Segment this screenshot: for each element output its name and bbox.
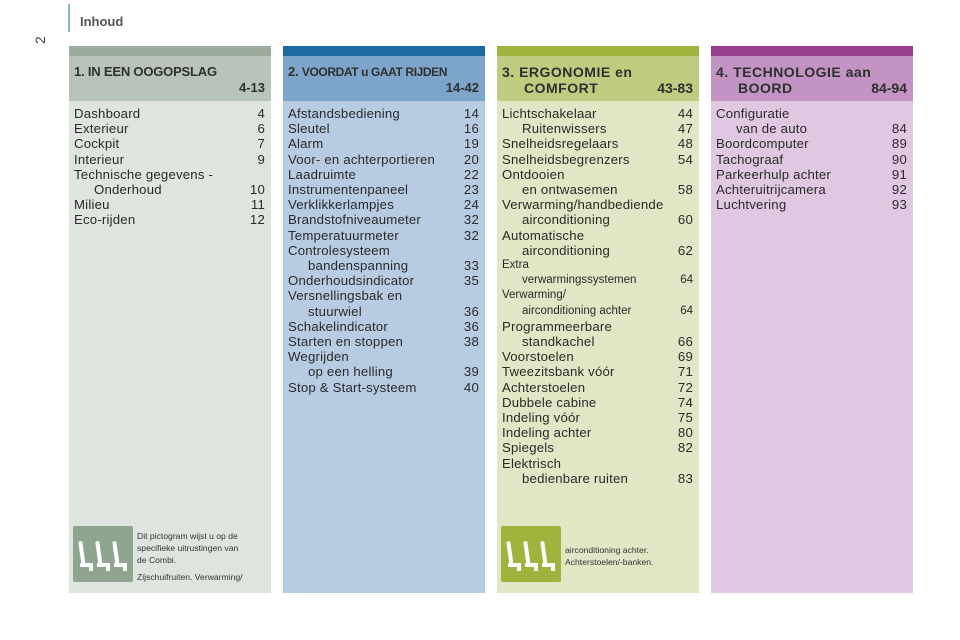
toc-entry[interactable]	[502, 425, 693, 440]
toc-entry-title: Cockpit	[74, 136, 120, 152]
toc-entry-title: Extra	[502, 259, 529, 272]
section-2-header[interactable]	[283, 56, 485, 101]
section-1-color-bar	[69, 46, 271, 56]
toc-list	[283, 101, 485, 395]
toc-entry[interactable]	[288, 106, 479, 121]
toc-entry[interactable]	[74, 167, 265, 197]
section-page-range: 84-94	[871, 80, 907, 96]
toc-entry-title: Spiegels	[502, 440, 555, 456]
toc-entry-title: Afstandsbediening	[288, 106, 400, 121]
section-4-column	[711, 46, 913, 593]
toc-entry-title: Instrumentenpaneel	[288, 182, 409, 198]
section-1-column	[69, 46, 271, 593]
section-title-line2: BOORD	[738, 80, 793, 96]
toc-entry-page: 20	[463, 151, 479, 167]
toc-entry[interactable]	[288, 319, 479, 334]
toc-entry-page: 14	[463, 106, 479, 121]
toc-entry[interactable]	[502, 319, 693, 349]
toc-entry-title: Technische gegevens -	[74, 166, 214, 182]
toc-entry[interactable]	[288, 243, 479, 273]
toc-entry[interactable]	[288, 380, 479, 395]
toc-entry-page: 62	[677, 242, 693, 258]
toc-entry[interactable]	[502, 349, 693, 364]
section-3-color-bar	[497, 46, 699, 56]
toc-entry-page: 80	[677, 425, 693, 441]
section-number: 4.	[716, 64, 729, 80]
section-number: 3.	[502, 64, 515, 80]
toc-entry-title: Milieu	[74, 197, 110, 213]
toc-entry-title: Tachograaf	[716, 151, 784, 167]
toc-entry-subtitle: standkachel	[522, 334, 595, 350]
toc-entry[interactable]	[716, 106, 907, 136]
toc-entry[interactable]	[288, 273, 479, 288]
toc-entry-page: 9	[257, 151, 265, 167]
section-page-range: 43-83	[657, 80, 693, 96]
toc-entry-title: Boordcomputer	[716, 136, 809, 152]
toc-entry[interactable]	[74, 197, 265, 212]
toc-entry[interactable]	[288, 288, 479, 318]
toc-entry-title: Automatische	[502, 227, 585, 243]
toc-entry[interactable]	[74, 212, 265, 227]
toc-entry-title: Dashboard	[74, 106, 141, 121]
toc-entry-page: 4	[257, 106, 265, 121]
section-3-column	[497, 46, 699, 593]
toc-entry-title: Schakelindicator	[288, 318, 388, 334]
toc-entry-page: 10	[249, 182, 265, 198]
toc-entry-title: Achteruitrijcamera	[716, 182, 826, 198]
pictogram-note: airconditioning achter. Achterstoelen/-banken.	[565, 545, 654, 567]
toc-entry-page: 11	[250, 197, 265, 213]
toc-entry-page: 48	[677, 136, 693, 152]
toc-entry-page: 64	[680, 274, 693, 287]
toc-entry-subtitle: bandenspanning	[308, 258, 409, 274]
toc-entry[interactable]	[288, 121, 479, 136]
toc-entry-page: 90	[891, 151, 907, 167]
section-title: IN EEN OOGOPSLAG	[87, 64, 217, 79]
page-marker-bar	[68, 4, 70, 32]
toc-list	[497, 101, 699, 486]
toc-entry-page: 36	[463, 303, 479, 319]
toc-entry[interactable]	[502, 106, 693, 121]
toc-entry[interactable]	[74, 106, 265, 121]
toc-entry-page: 82	[677, 440, 693, 456]
toc-entry-title: Lichtschakelaar	[502, 106, 597, 121]
toc-entry-page: 32	[463, 212, 479, 228]
toc-entry[interactable]	[502, 288, 693, 318]
toc-entry-page: 84	[891, 121, 907, 137]
toc-entry[interactable]	[288, 167, 479, 182]
toc-entry-title: Verwarming/	[502, 289, 566, 302]
toc-entry-title: Achterstoelen	[502, 379, 586, 395]
section-page-range: 14-42	[445, 80, 479, 95]
toc-entry[interactable]	[288, 197, 479, 212]
toc-entry-page: 92	[891, 182, 907, 198]
toc-entry-page: 39	[463, 364, 479, 380]
toc-entry-title: Programmeerbare	[502, 318, 613, 334]
section-number: 2.	[288, 64, 299, 79]
toc-entry[interactable]	[716, 167, 907, 182]
section-title: VOORDAT u GAAT RIJDEN	[301, 65, 448, 79]
toc-entry-page: 72	[677, 379, 693, 395]
toc-entry-page: 32	[463, 227, 479, 243]
toc-entry-title: Stop & Start-systeem	[288, 379, 417, 395]
section-4-color-bar	[711, 46, 913, 56]
toc-entry-title: Temperatuurmeter	[288, 227, 399, 243]
section-title: TECHNOLOGIE aan	[733, 64, 872, 80]
toc-entry[interactable]	[288, 212, 479, 227]
toc-entry[interactable]	[74, 152, 265, 167]
toc-entry-page: 74	[677, 394, 693, 410]
toc-entry[interactable]	[74, 136, 265, 151]
toc-entry-subtitle: Ruitenwissers	[522, 121, 607, 137]
page-title: Inhoud	[80, 14, 124, 29]
toc-entry[interactable]	[716, 182, 907, 197]
section-title: ERGONOMIE en	[519, 64, 633, 80]
toc-entry[interactable]	[716, 152, 907, 167]
toc-entry-page: 69	[677, 349, 693, 365]
toc-entry-title: Voorstoelen	[502, 349, 574, 365]
seat-pictogram-icon	[73, 526, 133, 582]
toc-entry[interactable]	[502, 380, 693, 395]
toc-entry[interactable]	[502, 136, 693, 151]
toc-entry[interactable]	[502, 440, 693, 455]
toc-entry-title: Alarm	[288, 136, 324, 152]
toc-entry-page: 22	[463, 166, 479, 182]
toc-entry[interactable]	[502, 456, 693, 486]
toc-entry[interactable]	[502, 197, 693, 227]
section-1-header[interactable]	[69, 56, 271, 101]
section-3-header[interactable]	[497, 56, 699, 101]
toc-entry-page: 71	[677, 364, 693, 380]
toc-entry[interactable]	[502, 364, 693, 379]
toc-entry-title: Indeling vóór	[502, 410, 581, 426]
toc-entry-subtitle: op een helling	[308, 364, 393, 380]
toc-entry-title: Starten en stoppen	[288, 334, 404, 350]
toc-entry-subtitle: airconditioning achter	[522, 304, 632, 317]
toc-entry[interactable]	[288, 182, 479, 197]
toc-entry-page: 64	[680, 304, 693, 317]
toc-entry-title: Snelheidsregelaars	[502, 136, 619, 152]
page-number: 2	[32, 36, 48, 44]
toc-entry[interactable]	[288, 334, 479, 349]
toc-entry-title: Tweezitsbank vóór	[502, 364, 615, 380]
toc-entry-title: Ontdooien	[502, 166, 565, 182]
toc-entry[interactable]	[288, 136, 479, 151]
toc-entry[interactable]	[716, 136, 907, 151]
toc-entry-page: 38	[463, 334, 479, 350]
toc-entry[interactable]	[502, 121, 693, 136]
toc-entry-page: 66	[677, 334, 693, 350]
toc-entry-page: 60	[677, 212, 693, 228]
toc-entry-title: Controlesysteem	[288, 242, 390, 258]
toc-entry-title: Brandstofniveaumeter	[288, 212, 422, 228]
toc-entry-page: 75	[677, 410, 693, 426]
toc-entry[interactable]	[502, 395, 693, 410]
toc-entry[interactable]	[288, 228, 479, 243]
toc-entry-subtitle: airconditioning	[522, 242, 611, 258]
toc-entry-title: Parkeerhulp achter	[716, 166, 832, 182]
toc-entry-title: Configuratie	[716, 106, 790, 121]
toc-entry-title: Dubbele cabine	[502, 394, 597, 410]
toc-entry-title: Indeling achter	[502, 425, 592, 441]
toc-entry-page: 35	[463, 273, 479, 289]
toc-entry[interactable]	[502, 228, 693, 258]
section-page-range: 4-13	[238, 80, 265, 95]
toc-entry-subtitle: stuurwiel	[308, 303, 362, 319]
toc-entry[interactable]	[502, 167, 693, 197]
toc-entry-title: Eco-rijden	[74, 212, 136, 228]
toc-entry-subtitle: Onderhoud	[94, 182, 162, 198]
toc-entry-subtitle: verwarmingssystemen	[522, 274, 637, 287]
toc-entry-subtitle: van de auto	[736, 121, 808, 137]
toc-entry-title: Exterieur	[74, 121, 129, 137]
toc-entry-title: Verwarming/handbediende	[502, 197, 664, 213]
toc-entry[interactable]	[502, 152, 693, 167]
toc-entry-page: 19	[463, 136, 479, 152]
toc-entry-page: 23	[463, 182, 479, 198]
toc-entry[interactable]	[716, 197, 907, 212]
section-2-color-bar	[283, 46, 485, 56]
toc-entry-page: 44	[677, 106, 693, 121]
toc-entry-page: 36	[463, 318, 479, 334]
pictogram-note: Dit pictogram wijst u op de specifieke uitrustingen van de Combi. Zijschuifruiten. Verwarming/	[137, 531, 243, 582]
toc-entry-page: 83	[677, 470, 693, 486]
section-number: 1.	[74, 64, 85, 79]
section-title-line2: COMFORT	[524, 80, 599, 96]
toc-entry-title: Snelheidsbegrenzers	[502, 151, 630, 167]
toc-entry-page: 89	[891, 136, 907, 152]
toc-entry-title: Verklikkerlampjes	[288, 197, 395, 213]
toc-entry-title: Wegrijden	[288, 349, 349, 365]
section-2-column	[283, 46, 485, 593]
toc-entry[interactable]	[502, 410, 693, 425]
toc-entry-page: 24	[463, 197, 479, 213]
toc-entry-page: 54	[677, 151, 693, 167]
toc-entry-title: Elektrisch	[502, 455, 562, 471]
toc-entry-page: 93	[891, 197, 907, 213]
toc-entry-page: 58	[677, 182, 693, 198]
toc-entry-page: 40	[463, 379, 479, 395]
toc-entry-page: 12	[249, 212, 265, 228]
toc-entry[interactable]	[288, 152, 479, 167]
toc-entry-title: Versnellingsbak en	[288, 288, 403, 304]
toc-entry-page: 33	[463, 258, 479, 274]
toc-entry-subtitle: airconditioning	[522, 212, 611, 228]
toc-entry-subtitle: bedienbare ruiten	[522, 470, 629, 486]
toc-entry-page: 7	[257, 136, 265, 152]
toc-entry-subtitle: en ontwasemen	[522, 182, 618, 198]
toc-entry-page: 6	[257, 121, 265, 137]
seat-pictogram-icon	[501, 526, 561, 582]
toc-entry-title: Luchtvering	[716, 197, 787, 213]
toc-list	[711, 101, 913, 212]
toc-entry[interactable]	[74, 121, 265, 136]
section-4-header[interactable]	[711, 56, 913, 101]
toc-entry[interactable]	[288, 349, 479, 379]
toc-entry-title: Sleutel	[288, 121, 330, 137]
toc-entry-title: Laadruimte	[288, 166, 356, 182]
toc-entry-title: Interieur	[74, 151, 125, 167]
toc-entry-title: Onderhoudsindicator	[288, 273, 415, 289]
toc-entry-page: 16	[463, 121, 479, 137]
toc-entry[interactable]	[502, 258, 693, 288]
toc-list	[69, 101, 271, 228]
toc-entry-page: 91	[891, 166, 907, 182]
toc-entry-title: Voor- en achterportieren	[288, 151, 436, 167]
toc-entry-page: 47	[677, 121, 693, 137]
